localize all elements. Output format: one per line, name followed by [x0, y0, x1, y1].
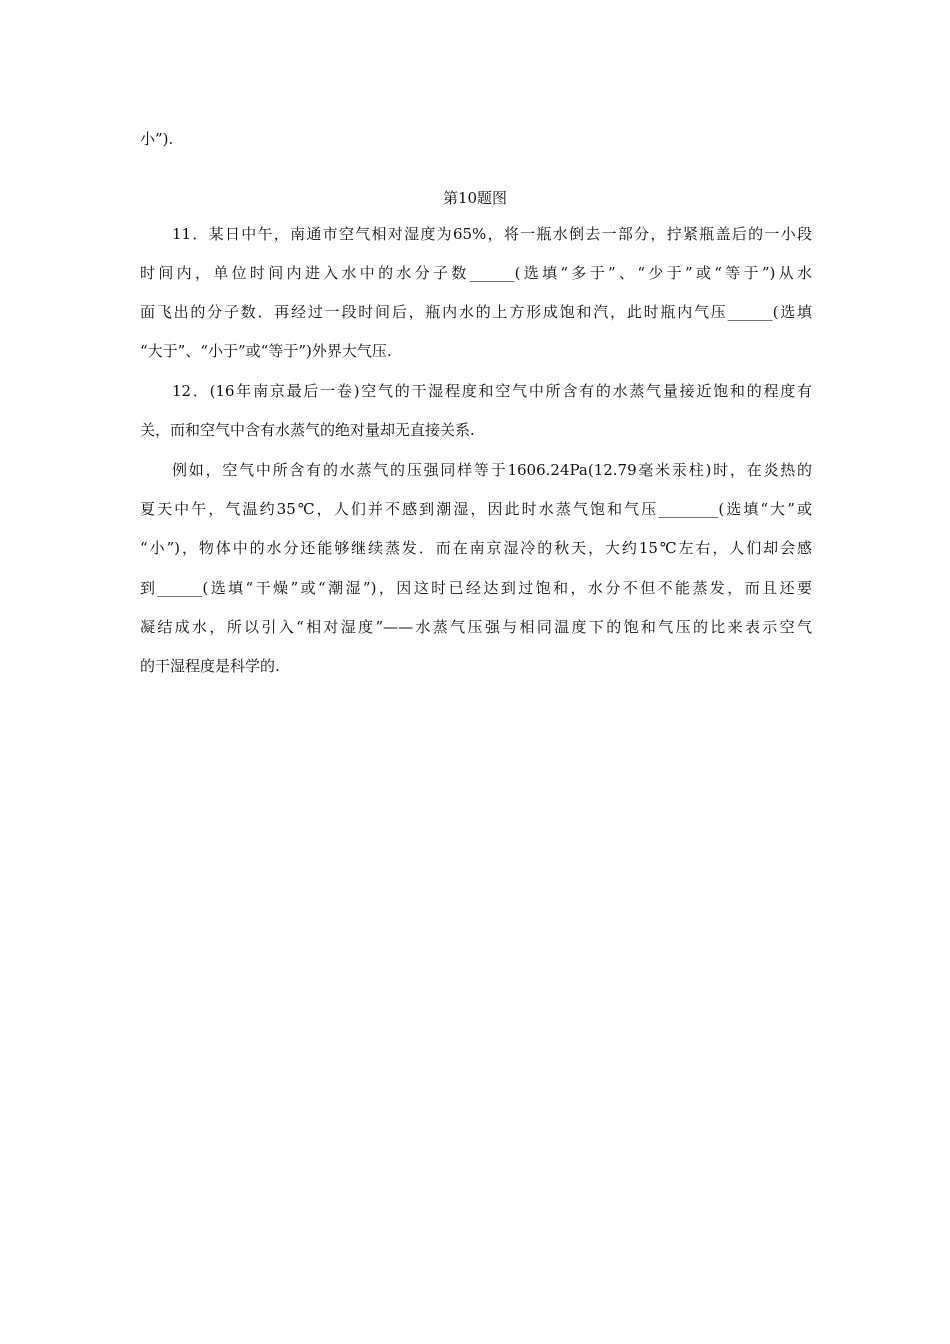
question-11-line-1: 11．某日中午，南通市空气相对湿度为65%，将一瓶水倒去一部分，拧紧瓶盖后的一小段	[172, 225, 812, 243]
question-12-example-line-2: 夏天中午，气温约35℃，人们并不感到潮湿，因此时水蒸气饱和气压________(选填“大”或	[140, 500, 812, 518]
question-11-line-2: 时间内，单位时间内进入水中的水分子数______(选填“多于”、“少于”或“等于”)从水	[140, 264, 812, 282]
question-12-example-line-5: 凝结成水，所以引入“相对湿度”——水蒸气压强与相同温度下的饱和气压的比来表示空气	[140, 618, 812, 636]
previous-question-tail: 小”).	[140, 130, 174, 148]
question-12-line-1: 12．(16年南京最后一卷)空气的干湿程度和空气中所含有的水蒸气量接近饱和的程度有	[172, 382, 812, 400]
question-12-line-2: 关，而和空气中含有水蒸气的绝对量却无直接关系.	[140, 421, 475, 439]
question-12-example-line-4: 到______(选填“干燥”或“潮湿”)，因这时已经达到过饱和，水分不但不能蒸发，而且还要	[140, 579, 812, 597]
question-11-line-4: “大于”、“小于”或“等于”)外界大气压.	[140, 342, 392, 360]
question-12-example-line-6: 的干湿程度是科学的.	[140, 657, 280, 675]
question-11-line-3: 面飞出的分子数．再经过一段时间后，瓶内水的上方形成饱和汽，此时瓶内气压______(选填	[140, 303, 812, 321]
figure-caption: 第10题图	[442, 189, 508, 207]
question-12-example-line-1: 例如，空气中所含有的水蒸气的压强同样等于1606.24Pa(12.79毫米汞柱)时，在炎热的	[172, 461, 812, 479]
question-12-example-line-3: “小”)，物体中的水分还能够继续蒸发．而在南京湿冷的秋天，大约15℃左右，人们却会感	[140, 539, 812, 557]
